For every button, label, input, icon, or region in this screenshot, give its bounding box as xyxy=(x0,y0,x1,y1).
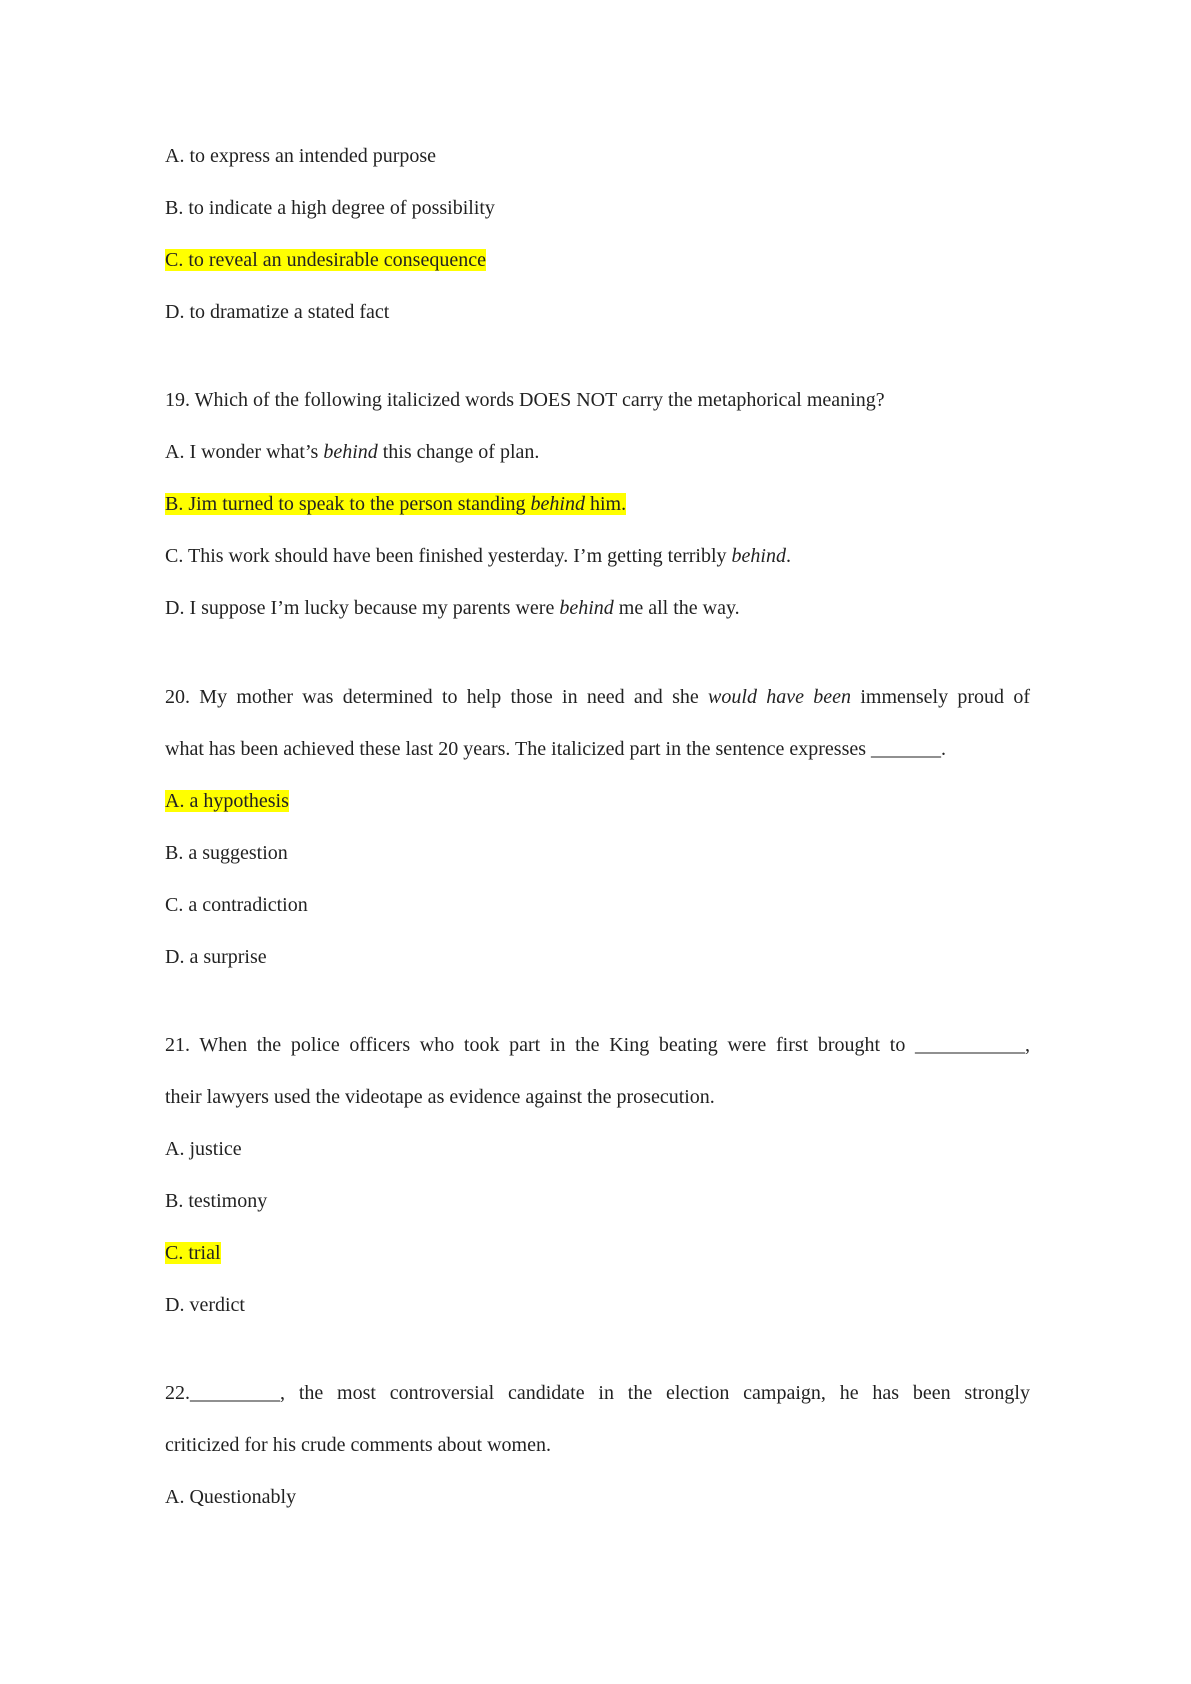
q19-option-d: D. I suppose I’m lucky because my parents were behind me all the way. xyxy=(165,597,740,619)
q20-option-c: C. a contradiction xyxy=(165,894,308,916)
q18-option-a: A. to express an intended purpose xyxy=(165,145,437,167)
q21-question-line2: their lawyers used the videotape as evidence against the prosecution. xyxy=(165,1086,715,1108)
q20-option-b: B. a suggestion xyxy=(165,842,288,864)
q20-question-line1: 20. My mother was determined to help those in need and she would have been immensely proud of xyxy=(165,686,1031,708)
answer-highlight: A. a hypothesis xyxy=(165,790,289,812)
q19-option-c: C. This work should have been finished yesterday. I’m getting terribly behind. xyxy=(165,545,791,567)
q21-option-d: D. verdict xyxy=(165,1294,245,1316)
q22-option-a: A. Questionably xyxy=(165,1486,297,1508)
q21-option-a: A. justice xyxy=(165,1138,242,1160)
q18-option-d: D. to dramatize a stated fact xyxy=(165,301,390,323)
q18-option-c xyxy=(165,247,486,273)
q19-question: 19. Which of the following italicized words DOES NOT carry the metaphorical meaning? xyxy=(165,389,885,411)
q21-option-c xyxy=(165,1240,221,1266)
q20-question-line2: what has been achieved these last 20 years. The italicized part in the sentence expresses _______. xyxy=(165,738,947,760)
q22-question-line1: 22._________, the most controversial candidate in the election campaign, he has been strongly xyxy=(165,1382,1030,1404)
q19-option-b xyxy=(165,491,626,517)
q19-option-a: A. I wonder what’s behind this change of plan. xyxy=(165,441,540,463)
q20-option-a xyxy=(165,788,289,814)
q20-option-d: D. a surprise xyxy=(165,946,267,968)
q18-option-b: B. to indicate a high degree of possibility xyxy=(165,197,495,219)
q21-question-line1: 21. When the police officers who took part in the King beating were first brought to ___________, xyxy=(165,1034,1030,1056)
answer-highlight: C. trial xyxy=(165,1242,221,1264)
answer-highlight: C. to reveal an undesirable consequence xyxy=(165,249,486,271)
q22-question-line2: criticized for his crude comments about women. xyxy=(165,1434,551,1456)
q21-option-b: B. testimony xyxy=(165,1190,268,1212)
answer-highlight: B. Jim turned to speak to the person standing behind him. xyxy=(165,493,627,515)
